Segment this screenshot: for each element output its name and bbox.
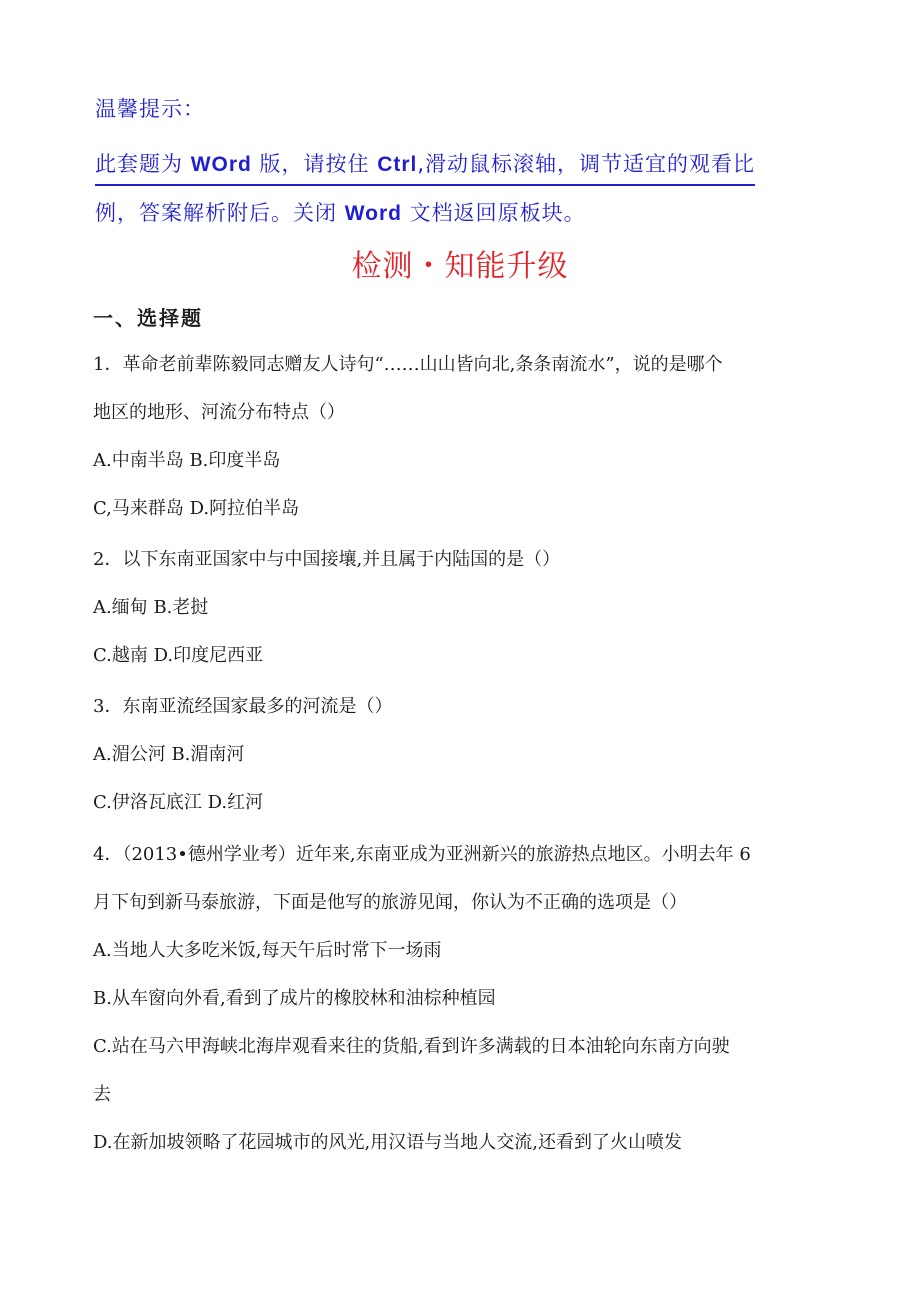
- tip-label: 温馨提示：: [95, 97, 205, 121]
- tip-line-1-pre: 此套题为: [95, 152, 191, 176]
- question-stem-line: 3．东南亚流经国家最多的河流是（）: [93, 696, 393, 717]
- answer-option: A.湄公河 B.湄南河: [93, 744, 245, 765]
- answer-option-continuation: 去: [93, 1084, 111, 1105]
- tip-line-2: [95, 201, 586, 225]
- answer-option: A.中南半岛 B.印度半岛: [93, 450, 281, 471]
- tip-line-1-post: ,滑动鼠标滚轴，调节适宜的观看比: [417, 152, 756, 176]
- question-3: [93, 683, 833, 827]
- answer-option: C.站在马六甲海峡北海岸观看来往的货船,看到许多满载的日本油轮向东南方向驶: [93, 1036, 730, 1057]
- question-stem-line: 2．以下东南亚国家中与中国接壤,并且属于内陆国的是（）: [93, 549, 561, 570]
- question-stem-line: 月下旬到新马泰旅游，下面是他写的旅游见闻，你认为不正确的选项是（）: [93, 892, 687, 913]
- tip-line-2-pre: 例，答案解析附后。关闭: [95, 201, 345, 225]
- tip-line-1: [95, 145, 755, 186]
- tip-text: [95, 140, 820, 238]
- tip-line-2-post: 文档返回原板块。: [401, 201, 586, 225]
- page-title: 检测・知能升级: [351, 249, 569, 284]
- tip-line-1-mid: 版，请按住: [251, 152, 378, 176]
- answer-option: B.从车窗向外看,看到了成片的橡胶林和油棕种植园: [93, 988, 496, 1009]
- question-2: [93, 536, 833, 680]
- answer-option: C.伊洛瓦底江 D.红河: [93, 792, 264, 813]
- question-stem-line: 4．（2013•德州学业考）近年来,东南亚成为亚洲新兴的旅游热点地区。小明去年 6: [93, 844, 751, 865]
- answer-option: A.当地人大多吃米饭,每天午后时常下一场雨: [93, 940, 442, 961]
- answer-option: C,马来群岛 D.阿拉伯半岛: [93, 498, 300, 519]
- answer-option: C.越南 D.印度尼西亚: [93, 645, 264, 666]
- answer-option: A.缅甸 B.老挝: [93, 597, 209, 618]
- answer-option: D.在新加坡领略了花园城市的风光,用汉语与当地人交流,还看到了火山喷发: [93, 1132, 682, 1153]
- question-4: [93, 831, 833, 1167]
- tip-ctrl-key: Ctrl: [377, 153, 418, 176]
- section-heading: 一、选择题: [93, 306, 203, 330]
- tip-word-term: WOrd: [190, 153, 252, 176]
- tip-word-term-2: Word: [344, 202, 402, 225]
- question-stem-line: 1．革命老前辈陈毅同志赠友人诗句“……山山皆向北,条条南流水”，说的是哪个: [93, 354, 723, 375]
- question-stem-line: 地区的地形、河流分布特点（）: [93, 402, 345, 423]
- question-1: [93, 341, 833, 533]
